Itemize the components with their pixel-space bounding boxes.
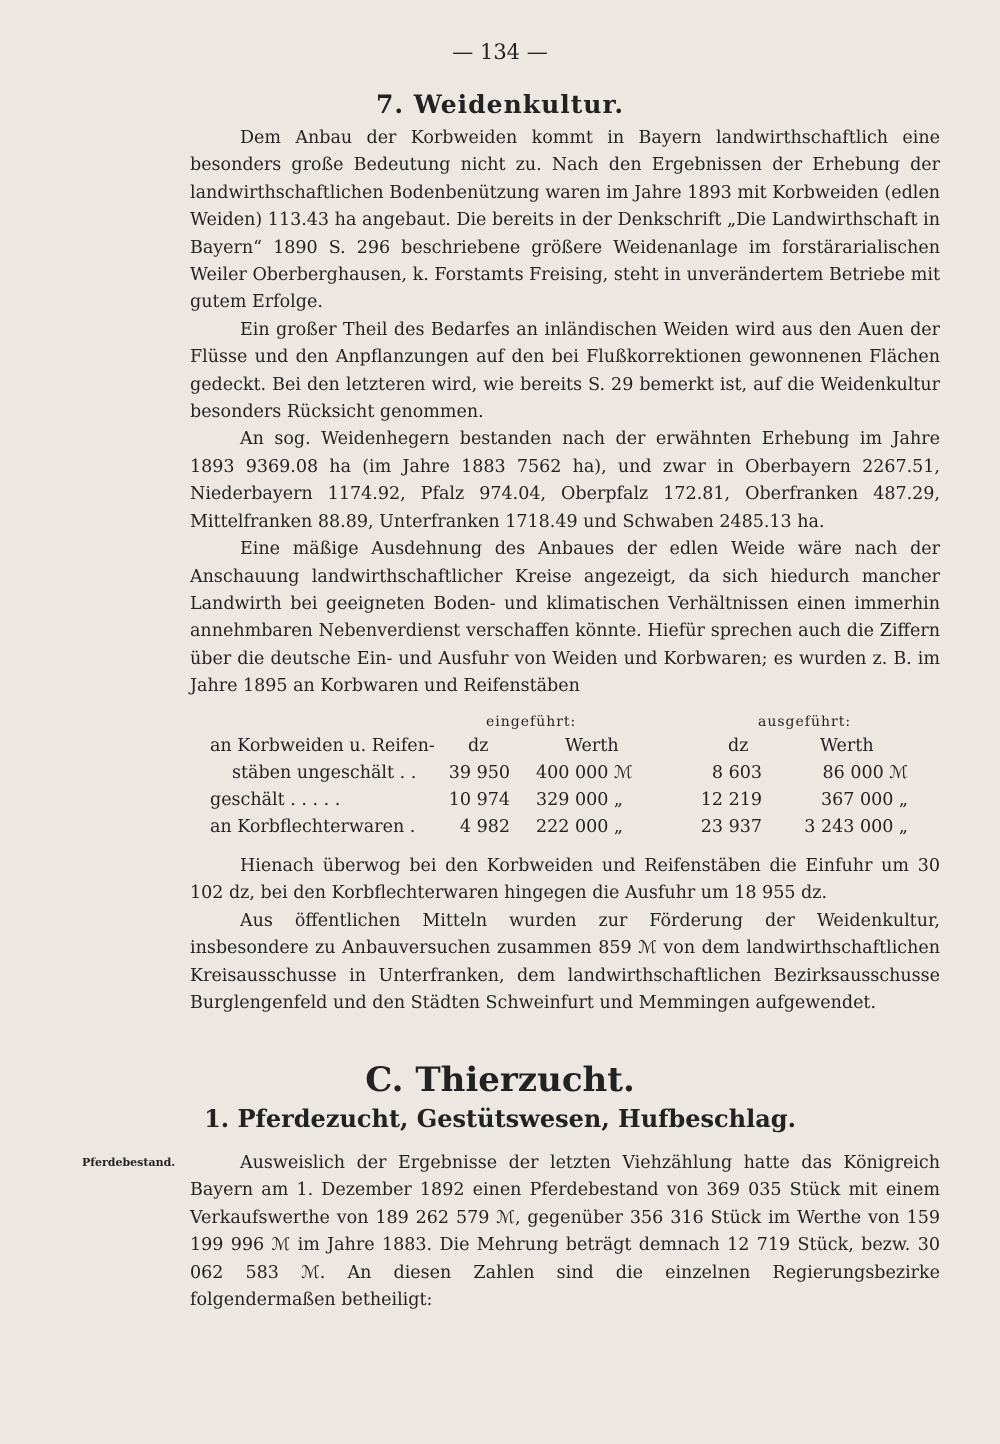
- imp-dz: 10 974: [448, 790, 510, 810]
- paragraph: An sog. Weidenhegern bestanden nach der erwähnten Erhebung im Jahre 1893 9369.08 ha (im Jahre 1883 7562 ha), und zwar in Oberbayern 2267.51, Niederbayern 1174.92, Pfalz 974.04, Oberpfalz 172.81, Oberfranken 487.29, Mittelfranken 88.89, Unterfranken 1718.49 und Schwaben 2485.13 ha.: [190, 429, 940, 532]
- table-row: [190, 736, 940, 763]
- row-label: an Korbweiden u. Reifen-: [210, 736, 435, 756]
- body-text-a: [190, 125, 940, 701]
- unit-dz: dz: [728, 736, 749, 756]
- exp-dz: 23 937: [700, 817, 762, 837]
- row-label: geschält . . . . .: [210, 790, 341, 810]
- table-group-header: [190, 714, 940, 736]
- paragraph: Hienach überwog bei den Korbweiden und Reifenstäben die Einfuhr um 30 102 dz, bei den Korbflechterwaren hingegen die Ausfuhr um 18 955 dz.: [190, 856, 940, 904]
- trade-table: [190, 714, 940, 844]
- exp-dz: 12 219: [700, 790, 762, 810]
- row-label: stäben ungeschält . .: [232, 763, 417, 783]
- paragraph: Ausweislich der Ergebnisse der letzten Viehzählung hatte das Königreich Bayern am 1. Dezember 1892 einen Pferdebestand von 369 035 Stück mit einem Verkaufswerthe von 189 262 579 ℳ, gegenüber 356 316 Stück im Werthe von 159 199 996 ℳ im Jahre 1883. Die Mehrung beträgt demnach 12 719 Stück, bezw. 30 062 583 ℳ. An diesen Zahlen sind die einzelnen Regierungsbezirke folgendermaßen betheiligt:: [190, 1153, 940, 1311]
- exp-wert: 367 000 „: [821, 790, 908, 810]
- imp-dz: 39 950: [448, 763, 510, 783]
- paragraph: Aus öffentlichen Mitteln wurden zur Förderung der Weidenkultur, insbesondere zu Anbauversuchen zusammen 859 ℳ von dem landwirthschaftlichen Kreisausschusse in Unterfranken, dem landwirthschaftlichen Bezirksausschusse Burglengenfeld und den Städten Schweinfurt und Memmingen aufgewendet.: [190, 910, 940, 1014]
- paragraph: Eine mäßige Ausdehnung des Anbaues der edlen Weide wäre nach der Anschauung landwirthschaftlicher Kreise angezeigt, da sich hiedurch mancher Landwirth bei geeigneten Boden- und klimatischen Verhältnissen einen immerhin annehmbaren Nebenverdienst verschaffen könnte. Hiefür sprechen auch die Ziffern über die deutsche Ein- und Ausfuhr von Weiden und Korbwaren; es wurden z. B. im Jahre 1895 an Korbwaren und Reifenstäben: [190, 539, 940, 697]
- table-row: [190, 817, 940, 844]
- imp-wert: 329 000 „: [536, 790, 623, 810]
- body-text-b: [190, 853, 940, 1017]
- unit-wert: Werth: [820, 736, 874, 756]
- exp-dz: 8 603: [711, 763, 762, 783]
- body-text-c: [190, 1150, 940, 1314]
- unit-wert: Werth: [565, 736, 619, 756]
- unit-dz: dz: [468, 736, 489, 756]
- imp-wert: 400 000 ℳ: [536, 763, 633, 783]
- page-number: — 134 —: [452, 40, 548, 64]
- imp-wert: 222 000 „: [536, 817, 623, 837]
- row-label: an Korbflechterwaren .: [210, 817, 416, 837]
- subsection-title: 1. Pferdezucht, Gestütswesen, Hufbeschlag.: [204, 1104, 796, 1133]
- exp-wert: 86 000 ℳ: [822, 763, 908, 783]
- table-row: [190, 790, 940, 817]
- margin-note: Pferdebestand.: [82, 1156, 176, 1169]
- table-row: [190, 763, 940, 790]
- paragraph: Dem Anbau der Korbweiden kommt in Bayern landwirthschaftlich eine besonders große Bedeutung nicht zu. Nach den Ergebnissen der Erhebung der landwirthschaftlichen Bodenbenützung waren im Jahre 1893 mit Korbweiden (edlen Weiden) 113.43 ha angebaut. Die bereits in der Denkschrift „Die Landwirthschaft in Bayern“ 1890 S. 296 beschriebene größere Weidenanlage im forstärarialischen Weiler Oberberghausen, k. Forstamts Freising, steht in unverändertem Betriebe mit gutem Erfolge.: [190, 128, 940, 313]
- section-title: 7. Weidenkultur.: [375, 90, 625, 119]
- part-title: C. Thierzucht.: [365, 1060, 635, 1100]
- exp-wert: 3 243 000 „: [804, 817, 908, 837]
- exported-header: ausgeführt:: [758, 714, 852, 730]
- imp-dz: 4 982: [459, 817, 510, 837]
- paragraph: Ein großer Theil des Bedarfes an inländischen Weiden wird aus den Auen der Flüsse und den Anpflanzungen auf den bei Flußkorrektionen gewonnenen Flächen gedeckt. Bei den letzteren wird, wie bereits S. 29 bemerkt ist, auf die Weidenkultur besonders Rücksicht genommen.: [190, 319, 940, 423]
- imported-header: eingeführt:: [486, 714, 577, 730]
